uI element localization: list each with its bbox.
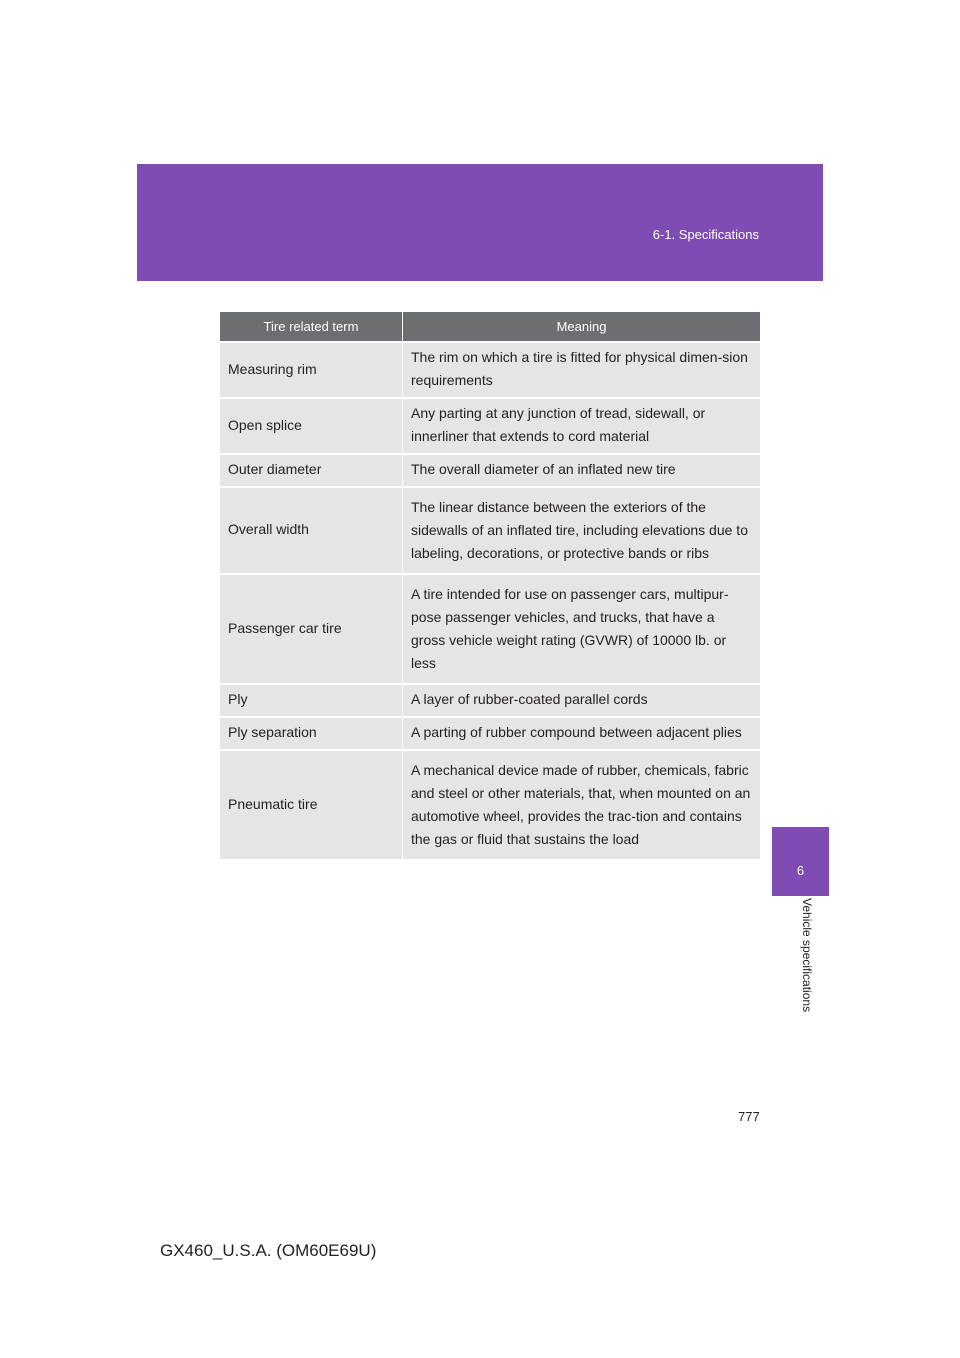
meaning-cell: A parting of rubber compound between adjacent plies bbox=[403, 716, 760, 749]
term-cell: Open splice bbox=[220, 397, 403, 453]
meaning-cell: A layer of rubber-coated parallel cords bbox=[403, 683, 760, 716]
term-cell: Overall width bbox=[220, 486, 403, 573]
table-row bbox=[220, 486, 760, 573]
table-header-row bbox=[220, 312, 760, 341]
meaning-cell: A tire intended for use on passenger cars, multipur-pose passenger vehicles, and trucks, that have a gross vehicle weight rating (GVWR) of 10000 lb. or less bbox=[403, 573, 760, 683]
table-row bbox=[220, 341, 760, 397]
term-cell: Ply separation bbox=[220, 716, 403, 749]
column-header-term: Tire related term bbox=[220, 312, 403, 341]
meaning-cell: The rim on which a tire is fitted for physical dimen-sion requirements bbox=[403, 341, 760, 397]
table-row bbox=[220, 573, 760, 683]
meaning-cell: The linear distance between the exteriors of the sidewalls of an inflated tire, including elevations due to labeling, decorations, or protective bands or ribs bbox=[403, 486, 760, 573]
term-cell: Pneumatic tire bbox=[220, 749, 403, 859]
section-header-band bbox=[137, 164, 823, 281]
column-header-meaning: Meaning bbox=[403, 312, 760, 341]
term-cell: Outer diameter bbox=[220, 453, 403, 486]
document-code: GX460_U.S.A. (OM60E69U) bbox=[160, 1241, 377, 1260]
table-row bbox=[220, 397, 760, 453]
table-row bbox=[220, 683, 760, 716]
page-number: 777 bbox=[738, 1109, 760, 1124]
section-title: 6-1. Specifications bbox=[652, 227, 759, 242]
table-row bbox=[220, 453, 760, 486]
term-cell: Measuring rim bbox=[220, 341, 403, 397]
term-cell: Passenger car tire bbox=[220, 573, 403, 683]
meaning-cell: The overall diameter of an inflated new tire bbox=[403, 453, 760, 486]
chapter-tab bbox=[772, 827, 829, 896]
table-row bbox=[220, 716, 760, 749]
chapter-number: 6 bbox=[796, 863, 805, 878]
term-cell: Ply bbox=[220, 683, 403, 716]
tire-terms-table bbox=[220, 312, 760, 859]
table-row bbox=[220, 749, 760, 859]
chapter-label: Vehicle specifications bbox=[800, 898, 814, 1013]
meaning-cell: A mechanical device made of rubber, chemicals, fabric and steel or other materials, that, when mounted on an automotive wheel, provides the trac-tion and contains the gas or fluid that sustains the load bbox=[403, 749, 760, 859]
meaning-cell: Any parting at any junction of tread, sidewall, or innerliner that extends to cord material bbox=[403, 397, 760, 453]
